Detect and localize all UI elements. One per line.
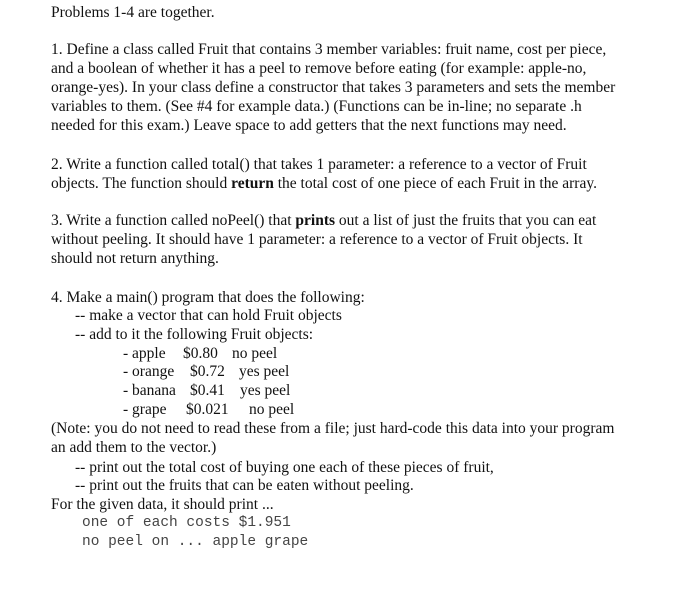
fruit-peel: yes peel [240,382,291,399]
document-title: Problems 1-4 are together. [51,4,215,21]
fruit-cost: $0.80 [183,345,218,362]
problem-1-line-3: orange-yes). In your class define a constructor that takes 3 parameters and sets the member [51,79,616,96]
problem-4-intro: 4. Make a main() program that does the following: [51,289,365,306]
problem-4-step-2: -- add to it the following Fruit objects: [75,326,314,343]
fruit-row-banana [123,381,290,400]
fruit-row-apple [123,344,277,363]
fruit-name: - orange [123,363,175,380]
fruit-peel: no peel [249,401,295,418]
problem-4-note-line-1: (Note: you do not need to read these from a file; just hard-code this data into your program [51,420,615,437]
fruit-peel: no peel [232,345,278,362]
fruit-cost: $0.41 [190,382,225,399]
problem-2-bold-return: return [231,175,274,192]
fruit-peel: yes peel [239,363,290,380]
problem-4-step-1: -- make a vector that can hold Fruit objects [75,307,342,324]
problem-4-note-line-2: an add them to the vector.) [51,439,217,456]
problem-3-line-1 [51,211,596,230]
problem-4-step-3: -- print out the total cost of buying one each of these pieces of fruit, [75,459,494,476]
problem-4-step-4: -- print out the fruits that can be eaten without peeling. [75,477,414,494]
fruit-name: - grape [123,401,167,418]
problem-4-given-data: For the given data, it should print ... [51,496,274,513]
problem-3-line-3: should not return anything. [51,250,219,267]
problem-3-text-end: out a list of just the fruits that you can eat [335,212,597,229]
problem-1-line-5: needed for this exam.) Leave space to add getters that the next functions may need. [51,117,567,134]
fruit-cost: $0.021 [186,401,229,418]
fruit-cost: $0.72 [190,363,225,380]
problem-1-line-4: variables to them. (See #4 for example data.) (Functions can be in-line; no separate .h [51,98,582,115]
fruit-name: - banana [123,382,176,399]
expected-output-line-1: one of each costs $1.951 [82,515,291,531]
problem-3-bold-prints: prints [295,212,336,229]
fruit-row-orange [123,362,289,381]
problem-2-line-2 [51,174,597,193]
problem-1-line-1: 1. Define a class called Fruit that contains 3 member variables: fruit name, cost per piece, [51,41,607,58]
fruit-name: - apple [123,345,166,362]
problem-3-text: 3. Write a function called noPeel() that [51,212,296,229]
problem-2-text-end: the total cost of one piece of each Fruit in the array. [273,175,597,192]
problem-2-line-1: 2. Write a function called total() that takes 1 parameter: a reference to a vector of Fruit [51,156,587,173]
problem-2-text: objects. The function should [51,175,232,192]
fruit-row-grape [123,400,294,419]
expected-output-line-2: no peel on ... apple grape [82,534,309,550]
problem-1-line-2: and a boolean of whether it has a peel to remove before eating (for example: apple-no, [51,60,587,77]
problem-3-line-2: without peeling. It should have 1 parameter: a reference to a vector of Fruit objects. It [51,231,583,248]
